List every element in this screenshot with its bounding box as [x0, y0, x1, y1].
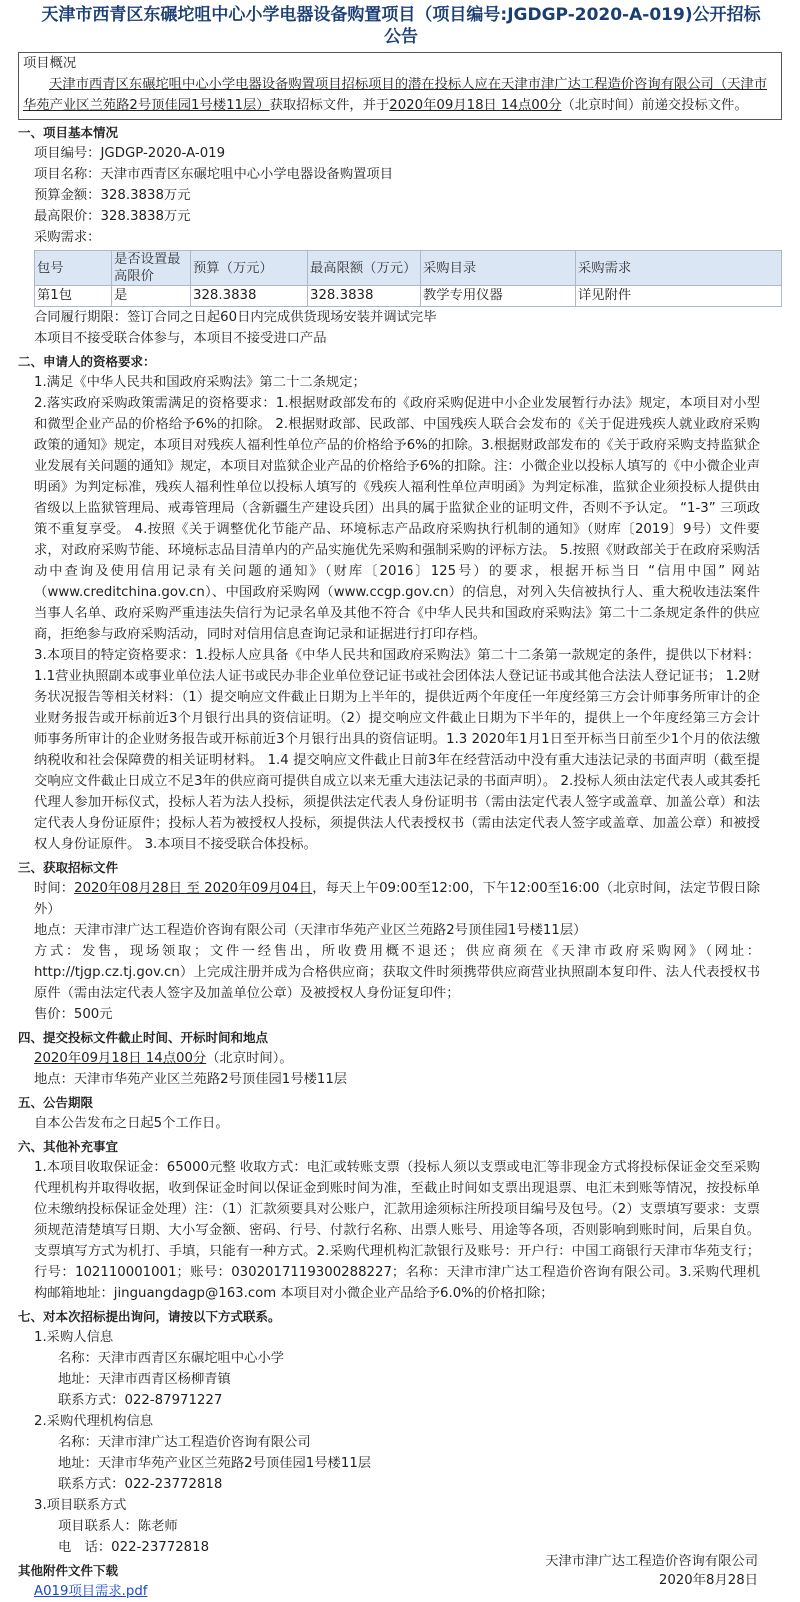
other-matters: 1.本项目收取保证金：65000元整 收取方式：电汇或转账支票（投标人须以支票或电汇等非现金方式将投标保证金交至采购代理机构并取得收据，收到保证金时间以保证金到账时间为准，至截止时间如支票出现退票、电汇未到账等情况，按投标单位未缴纳投标保证金处理）注：（1）汇款须要具对公账户，汇款用途须标注所投项目编号及包号。（2）支票填写要求：支票须规范清楚填写日期、大小写金额、密码、行号、付款行名称、出票人账号、用途等各项，否则影响到账时间，后果自负。支票填写方式为机打、手填，只能有一种方式。2.采购代理机构汇款银行及账号：开户行：中国工商银行天津市华苑支行；行号：102110001001；账号：0302017119300288227；名称：天津市津广达工程造价咨询有限公司。3.采购代理机构邮箱地址：jinguangdagp@163.com 本项目对小微企业产品给予6.0%的价格扣除；	[34, 1160, 760, 1301]
agent-address: 地址：天津市华苑产业区兰苑路2号顶佳园1号楼11层	[58, 1456, 372, 1471]
project-phone: 电 话：022-23772818	[58, 1540, 210, 1555]
project-name: 项目名称：天津市西青区东碾坨咀中心小学电器设备购置项目	[34, 167, 394, 182]
agent-phone: 联系方式：022-23772818	[58, 1477, 223, 1492]
submit-deadline-suffix: （北京时间）。	[206, 1051, 293, 1066]
col-package: 包号	[35, 251, 112, 286]
obtain-method: 方式：发售，现场领取；文件一经售出，所收费用概不退还；供应商须在《天津市政府采购网》（网址：http://tjgp.cz.tj.gov.cn）上完成注册并成为合格供应商；获取文件时须携带供应商营业执照副本复印件、法人代表授权书原件（需由法定代表人签字及加盖单位公章）及被授权人身份证复印件；	[34, 944, 760, 1001]
col-has-max: 是否设置最高限价	[112, 251, 191, 286]
project-contact: 项目联系人：陈老师	[58, 1519, 178, 1534]
package-table	[34, 250, 782, 307]
obtain-place: 地点：天津市津广达工程造价咨询有限公司（天津市华苑产业区兰苑路2号顶佳园1号楼11层）	[34, 923, 587, 938]
overview-text	[23, 74, 775, 116]
obtain-time-value: 2020年08月28日 至 2020年09月04日	[74, 881, 313, 896]
obtain-time	[16, 878, 786, 920]
procurement-needs-label: 采购需求：	[34, 230, 101, 245]
col-budget: 预算（万元）	[191, 251, 308, 286]
overview-text-a: 天津市西青区东碾坨咀中心小学电器设备购置项目招标项目的潜在投标人应在天津市津广达工程造价咨询有限公司（天津市华苑产业区兰苑路2号顶佳园1号楼11层）	[23, 77, 768, 113]
cell-max-limit: 328.3838	[308, 286, 421, 307]
table-row	[35, 286, 782, 307]
agent-name: 名称：天津市津广达工程造价咨询有限公司	[58, 1435, 311, 1450]
attachment-link[interactable]: A019项目需求.pdf	[34, 1584, 148, 1599]
obtain-time-label: 时间：	[34, 881, 75, 896]
footer-date: 2020年8月28日	[658, 1573, 758, 1588]
section-5-title: 五、公告期限	[18, 1095, 94, 1110]
col-max-limit: 最高限额（万元）	[308, 251, 421, 286]
overview-text-b: 获取招标文件，并于	[269, 98, 390, 113]
contract-period: 合同履行期限：签订合同之日起60日内完成供货现场安装并调试完毕	[34, 310, 437, 325]
submit-place: 地点：天津市华苑产业区兰苑路2号顶佳园1号楼11层	[34, 1072, 348, 1087]
package-table-header	[35, 251, 782, 286]
overview-box	[18, 52, 782, 120]
submit-deadline-value: 2020年09月18日 14点00分	[34, 1051, 207, 1066]
cell-budget: 328.3838	[191, 286, 308, 307]
announcement-page	[0, 4, 800, 1599]
overview-deadline: 2020年09月18日 14点00分	[389, 98, 562, 113]
section-4-title: 四、提交投标文件截止时间、开标时间和地点	[18, 1030, 269, 1045]
footer-org: 天津市津广达工程造价咨询有限公司	[545, 1554, 758, 1569]
attachments-title: 其他附件文件下载	[18, 1563, 119, 1578]
section-3-title: 三、获取招标文件	[18, 860, 119, 875]
buyer-info-title: 1.采购人信息	[34, 1330, 114, 1345]
col-catalog: 采购目录	[421, 251, 576, 286]
cell-needs: 详见附件	[576, 286, 782, 307]
section-1-title: 一、项目基本情况	[18, 125, 119, 140]
section-7-title: 七、对本次招标提出询问，请按以下方式联系。	[18, 1309, 281, 1324]
section-2-title: 二、申请人的资格要求：	[18, 354, 156, 369]
cell-has-max: 是	[112, 286, 191, 307]
project-contact-title: 3.项目联系方式	[34, 1498, 127, 1513]
qualification-1: 1.满足《中华人民共和国政府采购法》第二十二条规定；	[34, 375, 366, 390]
buyer-phone: 联系方式：022-87971227	[58, 1393, 223, 1408]
qualification-2: 2.落实政府采购政策需满足的资格要求：1.根据财政部发布的《政府采购促进中小企业发展暂行办法》规定，本项目对小型和微型企业产品的价格给予6%的扣除。 2.根据财政部、民政部、中国残疾人联合会发布的《关于促进残疾人就业政府采购政策的通知》规定，本项目对残疾人福利性单位产品的价格给予6%的扣除。3.根据财政部发布的《关于政府采购支持监狱企业发展有关问题的通知》规定，本项目对监狱企业产品的价格给予6%的扣除。注：小微企业以投标人填写的《中小微企业声明函》为判定标准，残疾人福利性单位以投标人填写的《残疾人福利性单位声明函》为判定标准，监狱企业须投标人提供由省级以上监狱管理局、戒毒管理局（含新疆生产建设兵团）出具的属于监狱企业的证明文件，否则不予认定。 “1-3” 三项政策不重复享受。 4.按照《关于调整优化节能产品、环境标志产品政府采购执行机制的通知》（财库〔2019〕9号）文件要求，对政府采购节能、环境标志品目清单内的产品实施优先采购和强制采购的评标方法。 5.按照《财政部关于在政府采购活动中查询及使用信用记录有关问题的通知》（财库〔2016〕125号）的要求，根据开标当日 “信用中国” 网站（www.creditchina.gov.cn）、中国政府采购网（www.ccgp.gov.cn）的信息，对列入失信被执行人、重大税收违法案件当事人名单、政府采购严重违法失信行为记录名单及其他不符合《中华人民共和国政府采购法》第二十二条规定条件的供应商，拒绝参与政府采购活动，同时对信用信息查询记录和证据进行打印存档。	[34, 396, 760, 642]
overview-text-c: （北京时间）前递交投标文件。	[561, 98, 748, 113]
project-number: 项目编号：JGDGP-2020-A-019	[34, 146, 226, 161]
section-6-title: 六、其他补充事宜	[18, 1139, 119, 1154]
buyer-address: 地址：天津市西青区杨柳青镇	[58, 1372, 231, 1387]
max-price: 最高限价：328.3838万元	[34, 209, 191, 224]
notice-period: 自本公告发布之日起5个工作日。	[34, 1116, 229, 1131]
qualification-3: 3.本项目的特定资格要求：1.投标人应具备《中华人民共和国政府采购法》第二十二条第一款规定的条件，提供以下材料： 1.1营业执照副本或事业单位法人证书或民办非企业单位登记证书或社会团体法人登记证书或其他合法法人登记证书； 1.2财务状况报告等相关材料：（1）提交响应文件截止日期为上半年的，提供近两个年度任一年度经第三方会计师事务所审计的企业财务报告或开标前近3个月银行出具的资信证明。（2）提交响应文件截止日期为下半年的，提供上一个年度经第三方会计师事务所审计的企业财务报告或开标前近3个月银行出具的资信证明。1.3 2020年1月1日至开标当日前至少1个月的依法缴纳税收和社会保障费的相关证明材料。 1.4 提交响应文件截止日前3年在经营活动中没有重大违法记录的书面声明（截至提交响应文件截止日成立不足3年的供应商可提供自成立以来无重大违法记录的书面声明）。 2.投标人须由法定代表人或其委托代理人参加开标仪式，投标人若为法人投标，须提供法定代表人身份证明书（需由法定代表人签字或盖章、加盖公章）和法定代表人身份证原件；投标人若为被授权人投标，须提供法人代表授权书（需由法定代表人签字或盖章、加盖公章）和被授权人身份证原件。 3.本项目不接受联合体投标。	[34, 648, 760, 852]
buyer-name: 名称：天津市西青区东碾坨咀中心小学	[58, 1351, 285, 1366]
budget-amount: 预算金额：328.3838万元	[34, 188, 191, 203]
cell-package: 第1包	[35, 286, 112, 307]
consortium-note: 本项目不接受联合体参与，本项目不接受进口产品	[34, 331, 327, 346]
overview-label: 项目概况	[23, 56, 77, 71]
agent-info-title: 2.采购代理机构信息	[34, 1414, 154, 1429]
cell-catalog: 教学专用仪器	[421, 286, 576, 307]
obtain-time-rest: ，每天上午09:00至12:00，下午12:00至16:00（北京时间，法定节假日除外）	[34, 881, 761, 917]
obtain-price: 售价：500元	[34, 1007, 113, 1022]
submit-deadline	[16, 1048, 786, 1069]
announcement-title: 天津市西青区东碾坨咀中心小学电器设备购置项目（项目编号:JGDGP-2020-A-019)公开招标公告	[41, 5, 761, 47]
col-needs: 采购需求	[576, 251, 782, 286]
